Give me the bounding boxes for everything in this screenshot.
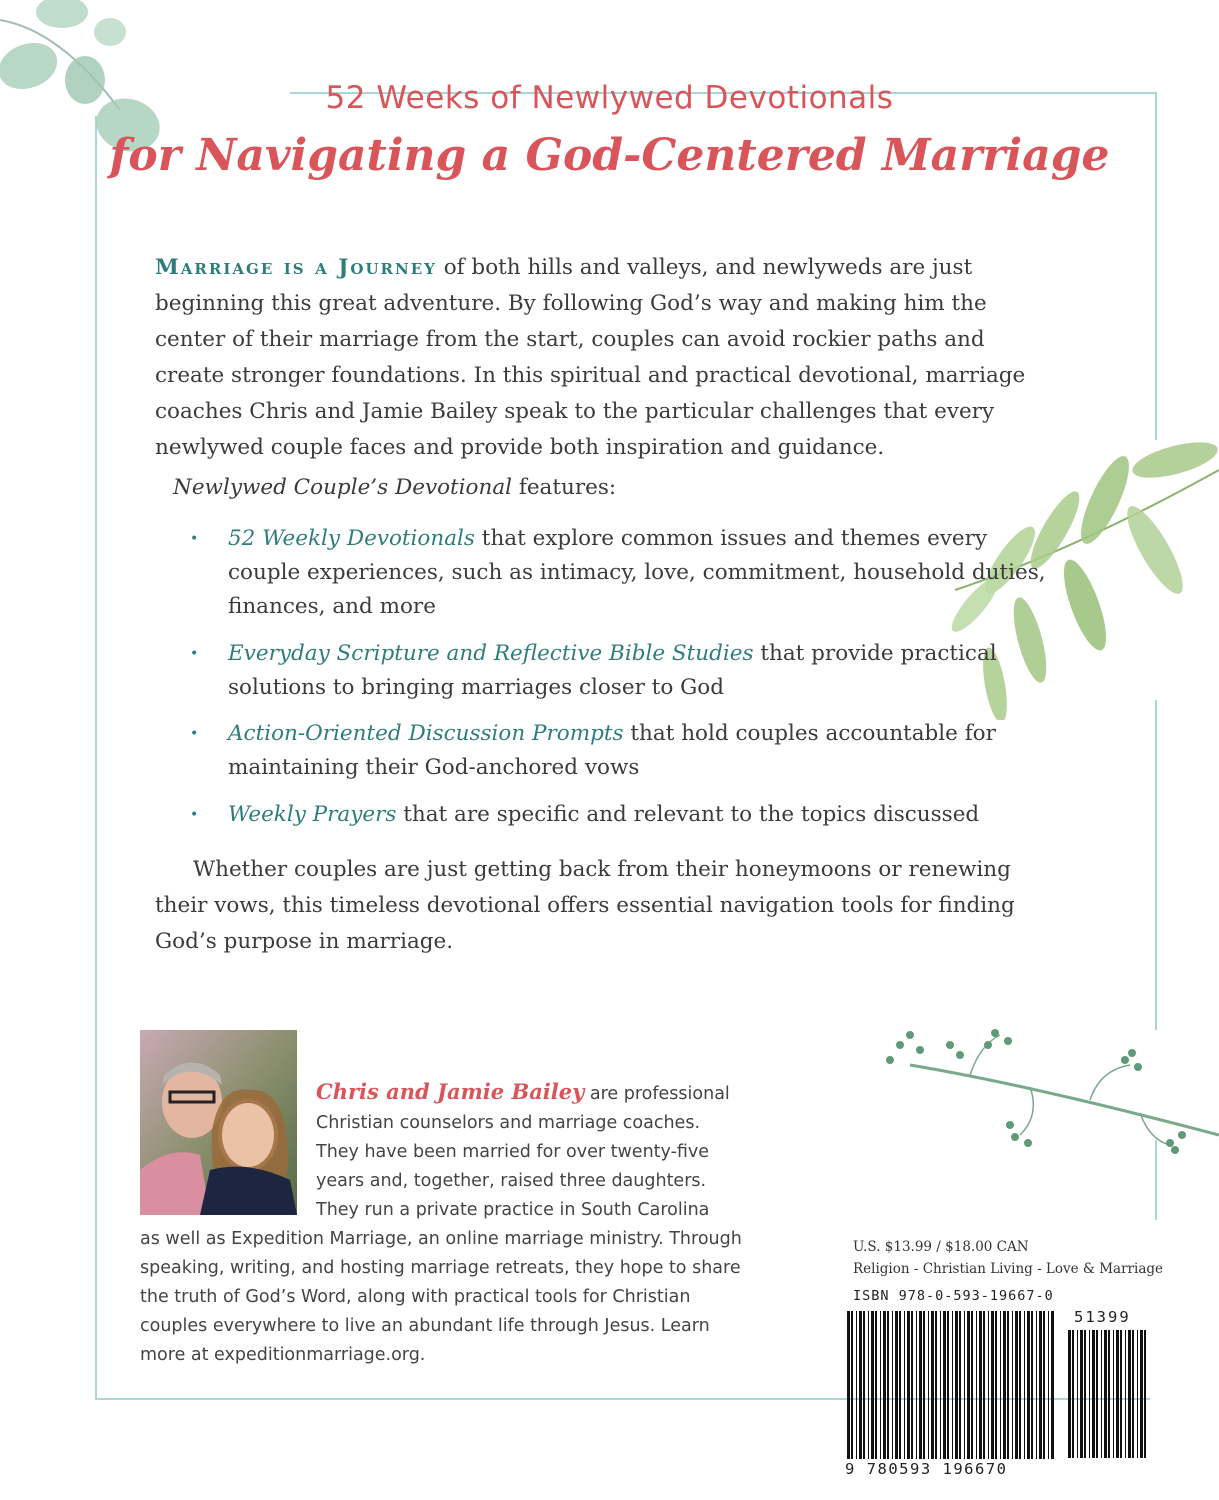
barcode-bar bbox=[1137, 1330, 1138, 1458]
barcode-bar bbox=[1125, 1330, 1126, 1458]
feature-item bbox=[190, 637, 1048, 705]
barcode-bar bbox=[871, 1311, 874, 1459]
feature-item bbox=[190, 717, 1048, 785]
bullet-dot-icon: • bbox=[190, 646, 199, 662]
barcode-bar bbox=[1051, 1311, 1054, 1459]
barcode-bar bbox=[856, 1311, 857, 1459]
isbn-barcode bbox=[845, 1311, 1055, 1461]
barcode-bar bbox=[916, 1311, 917, 1459]
barcode-bar bbox=[1077, 1330, 1078, 1458]
bio-line: Chris and Jamie Bailey are professional bbox=[316, 1079, 730, 1104]
feature-text: that provide practical solutions to bringing marriages closer to God bbox=[228, 641, 997, 700]
intro-lead: Marriage is a Journey bbox=[155, 255, 437, 280]
features-intro bbox=[173, 470, 616, 506]
bio-line: years and, together, raised three daughters. bbox=[316, 1171, 707, 1191]
barcode-bar bbox=[976, 1311, 977, 1459]
barcode-bar bbox=[947, 1311, 949, 1459]
barcode-bar bbox=[847, 1311, 850, 1459]
feature-item bbox=[190, 798, 1048, 832]
barcode-bar bbox=[1031, 1311, 1033, 1459]
book-title: Newlywed Couple’s Devotional bbox=[173, 475, 513, 500]
barcode-bar bbox=[1096, 1330, 1098, 1458]
intro-text: of both hills and valleys, and newlyweds are just beginning this great adventure. By following God’s way and making him the center of their marriage from the start, couples can avoid rockier paths and create stronger foundations. In this spiritual and practical devotional, marriage coaches Chris and Jamie Bailey speak to the particular challenges that every newlywed couple faces and provide both inspiration and guidance. bbox=[155, 255, 1026, 460]
barcode-bar bbox=[1101, 1330, 1102, 1458]
barcode-bar bbox=[880, 1311, 881, 1459]
barcode-bar bbox=[892, 1311, 893, 1459]
features-suffix: features: bbox=[512, 475, 617, 500]
isbn-label: ISBN 978-0-593-19667-0 bbox=[853, 1288, 1054, 1304]
price-info bbox=[853, 1236, 1163, 1280]
barcode-bar bbox=[1108, 1330, 1110, 1458]
author-names: Chris and Jamie Bailey bbox=[316, 1079, 585, 1104]
barcode-bar bbox=[979, 1311, 982, 1459]
price-text: U.S. $13.99 / $18.00 CAN bbox=[853, 1239, 1029, 1255]
barcode-bar bbox=[1113, 1330, 1114, 1458]
barcode-bar bbox=[1019, 1311, 1021, 1459]
feature-item bbox=[190, 522, 1048, 624]
barcode-bar bbox=[1043, 1311, 1045, 1459]
barcode-bar bbox=[943, 1311, 946, 1459]
barcode-bar bbox=[1092, 1330, 1095, 1458]
feature-highlight: Action-Oriented Discussion Prompts bbox=[228, 721, 624, 746]
barcode-bar bbox=[935, 1311, 937, 1459]
barcode-bar bbox=[1104, 1330, 1107, 1458]
barcode-bar bbox=[1027, 1311, 1030, 1459]
bio-line: as well as Expedition Marriage, an online marriage ministry. Through bbox=[140, 1229, 742, 1249]
barcode-number: 9 780593 196670 bbox=[845, 1460, 1008, 1478]
barcode-bar bbox=[859, 1311, 862, 1459]
bio-line: Christian counselors and marriage coaches. bbox=[316, 1113, 701, 1133]
barcode-bar bbox=[955, 1311, 958, 1459]
subtitle-heading: 52 Weeks of Newlywed Devotionals bbox=[325, 80, 894, 116]
barcode-bar bbox=[983, 1311, 985, 1459]
barcode-bar bbox=[1128, 1330, 1131, 1458]
bio-line: more at expeditionmarriage.org. bbox=[140, 1345, 426, 1365]
price-barcode bbox=[1066, 1330, 1154, 1460]
barcode-bar bbox=[1000, 1311, 1001, 1459]
barcode-bar bbox=[991, 1311, 994, 1459]
barcode-bar bbox=[1003, 1311, 1006, 1459]
feature-text: that hold couples accountable for maintaining their God-anchored vows bbox=[228, 721, 996, 780]
barcode-bar bbox=[952, 1311, 953, 1459]
script-heading: for Navigating a God-Centered Marriage bbox=[109, 130, 1110, 181]
category-text: Religion - Christian Living - Love & Marriage bbox=[853, 1261, 1164, 1277]
barcode-bar bbox=[1024, 1311, 1025, 1459]
barcode-bar bbox=[923, 1311, 925, 1459]
bio-line: speaking, writing, and hosting marriage retreats, they hope to share bbox=[140, 1258, 741, 1278]
bullet-dot-icon: • bbox=[190, 726, 199, 742]
barcode-bar bbox=[883, 1311, 886, 1459]
barcode-bar bbox=[911, 1311, 913, 1459]
barcode-bar bbox=[895, 1311, 898, 1459]
feature-highlight: Weekly Prayers bbox=[228, 802, 397, 827]
barcode-bar bbox=[851, 1311, 853, 1459]
barcode-bar bbox=[904, 1311, 905, 1459]
barcode-bar bbox=[868, 1311, 869, 1459]
bio-line: They run a private practice in South Carolina bbox=[316, 1200, 710, 1220]
barcode-bar bbox=[863, 1311, 865, 1459]
barcode-bar bbox=[988, 1311, 989, 1459]
barcode-bar bbox=[1084, 1330, 1086, 1458]
barcode-bar bbox=[1068, 1330, 1071, 1458]
barcode-bar bbox=[1072, 1330, 1074, 1458]
bio-line: They have been married for over twenty-five bbox=[316, 1142, 710, 1162]
barcode-bar bbox=[1144, 1330, 1146, 1458]
feature-text: that explore common issues and themes every couple experiences, such as intimacy, love, commitment, household duties, finances, and more bbox=[228, 526, 1046, 619]
bullet-dot-icon: • bbox=[190, 807, 199, 823]
barcode-bar bbox=[1089, 1330, 1090, 1458]
barcode-bar bbox=[1140, 1330, 1143, 1458]
barcode-bar bbox=[1015, 1311, 1018, 1459]
barcode-bar bbox=[967, 1311, 970, 1459]
barcode-bar bbox=[1120, 1330, 1122, 1458]
barcode-bar bbox=[959, 1311, 961, 1459]
intro-paragraph bbox=[155, 250, 1060, 466]
barcode-bar bbox=[1007, 1311, 1009, 1459]
closing-paragraph: Whether couples are just getting back from their honeymoons or renewing their vows, this timeless devotional offers essential navigation tools for finding God’s purpose in marriage. bbox=[155, 857, 1015, 954]
feature-text: that are specific and relevant to the topics discussed bbox=[396, 802, 980, 827]
barcode-bar bbox=[899, 1311, 901, 1459]
barcode-bar bbox=[919, 1311, 922, 1459]
price-code: 51399 bbox=[1074, 1308, 1131, 1326]
barcode-bar bbox=[964, 1311, 965, 1459]
seed-sprig-illustration bbox=[870, 1015, 1219, 1155]
barcode-bar bbox=[1116, 1330, 1119, 1458]
bullet-dot-icon: • bbox=[190, 531, 199, 547]
barcode-bar bbox=[1036, 1311, 1037, 1459]
barcode-bar bbox=[887, 1311, 889, 1459]
barcode-bar bbox=[928, 1311, 929, 1459]
barcode-bar bbox=[931, 1311, 934, 1459]
barcode-bar bbox=[1048, 1311, 1049, 1459]
feature-highlight: 52 Weekly Devotionals bbox=[228, 526, 475, 551]
barcode-bar bbox=[940, 1311, 941, 1459]
barcode-bar bbox=[907, 1311, 910, 1459]
barcode-bar bbox=[875, 1311, 877, 1459]
barcode-bar bbox=[1012, 1311, 1013, 1459]
barcode-bar bbox=[971, 1311, 973, 1459]
bio-line: the truth of God’s Word, along with practical tools for Christian bbox=[140, 1287, 691, 1307]
barcode-bar bbox=[1132, 1330, 1134, 1458]
feature-highlight: Everyday Scripture and Reflective Bible Studies bbox=[228, 641, 754, 666]
author-bio bbox=[140, 1077, 790, 1370]
bio-line: couples everywhere to live an abundant life through Jesus. Learn bbox=[140, 1316, 710, 1336]
barcode-bar bbox=[995, 1311, 997, 1459]
barcode-bar bbox=[1039, 1311, 1042, 1459]
barcode-bar bbox=[1080, 1330, 1083, 1458]
